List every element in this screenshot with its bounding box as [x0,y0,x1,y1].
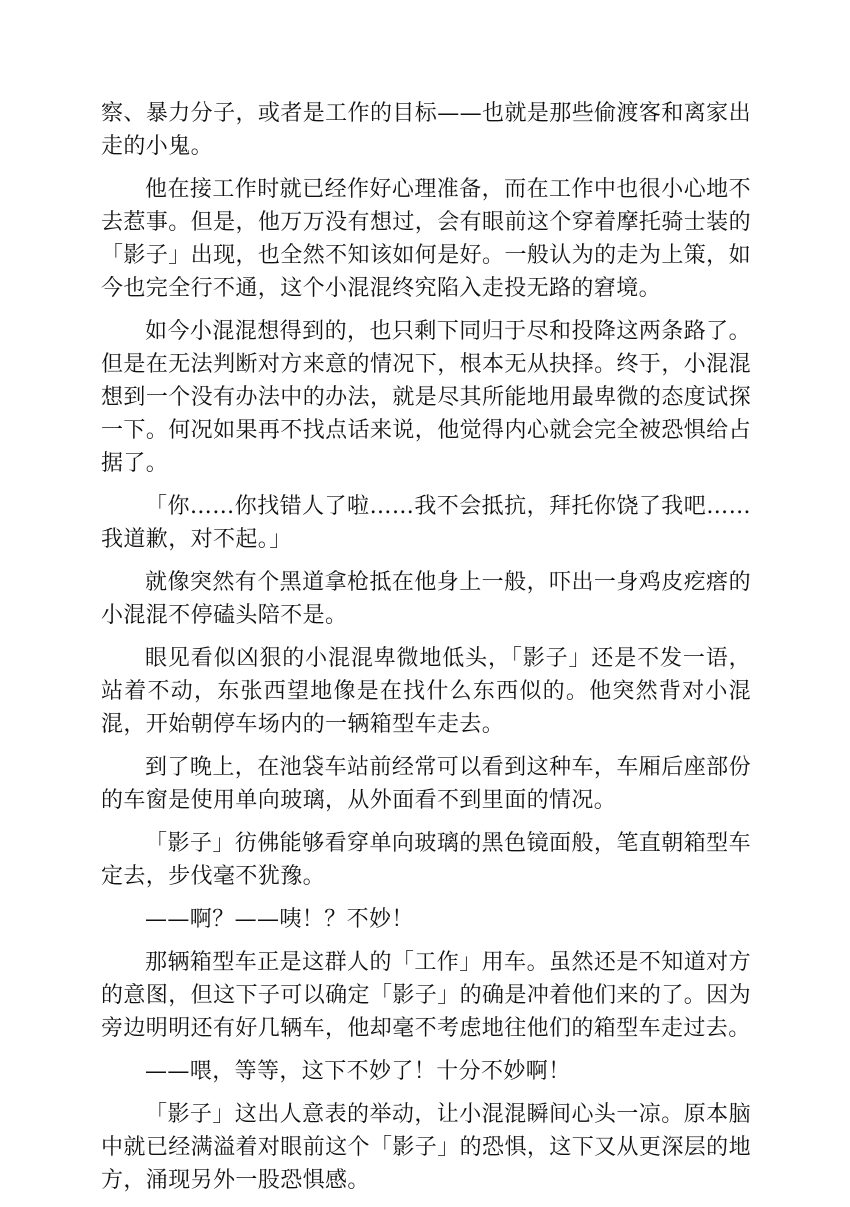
paragraph-2: 他在接工作时就已经作好心理准备，而在工作中也很小心地不去惹事。但是，他万万没有想过，会有眼前这个穿着摩托骑士装的「影子」出现，也全然不知该如何是好。一般认为的走为上策，如今也完全行不通，这个小混混终究陷入走投无路的窘境。 [101,177,751,301]
paragraph-7: 到了晚上，在池袋车站前经常可以看到这种车，车厢后座部份的车窗是使用单向玻璃，从外面看不到里面的情况。 [101,755,751,813]
paragraph-4: 「你……你找错人了啦……我不会抵抗，拜托你饶了我吧……我道歉，对不起。」 [101,494,751,552]
paragraph-3: 如今小混混想得到的，也只剩下同归于尽和投降这两条路了。但是在无法判断对方来意的情况下，根本无从抉择。终于，小混混想到一个没有办法中的办法，就是尽其所能地用最卑微的态度试探一下。何况如果再不找点话来说，他觉得内心就会完全被恐惧给占据了。 [101,319,751,476]
paragraph-1: 察、暴力分子，或者是工作的目标——也就是那些偷渡客和离家出走的小鬼。 [101,101,751,159]
paragraph-6: 眼见看似凶狠的小混混卑微地低头，「影子」还是不发一语，站着不动，东张西望地像是在找什么东西似的。他突然背对小混混，开始朝停车场内的一辆箱型车走去。 [101,646,751,737]
body-text [101,97,751,1207]
paragraph-10: 那辆箱型车正是这群人的「工作」用车。虽然还是不知道对方的意图，但这下子可以确定「影子」的确是冲着他们来的了。因为旁边明明还有好几辆车，他却毫不考虑地往他们的箱型车走过去。 [101,950,751,1041]
paragraph-12: 「影子」这出人意表的举动，让小混混瞬间心头一凉。原本脑中就已经满溢着对眼前这个「影子」的恐惧，这下又从更深层的地方，涌现另外一股恐惧感。 [101,1102,751,1193]
paragraph-8: 「影子」彷佛能够看穿单向玻璃的黑色镜面般，笔直朝箱型车定去，步伐毫不犹豫。 [101,831,751,889]
paragraph-11: ——喂，等等，这下不妙了！十分不妙啊！ [145,1059,571,1084]
paragraph-9: ——啊？——咦！？不妙！ [145,907,414,932]
paragraph-5: 就像突然有个黑道拿枪抵在他身上一般，吓出一身鸡皮疙瘩的小混混不停磕头陪不是。 [101,570,751,628]
